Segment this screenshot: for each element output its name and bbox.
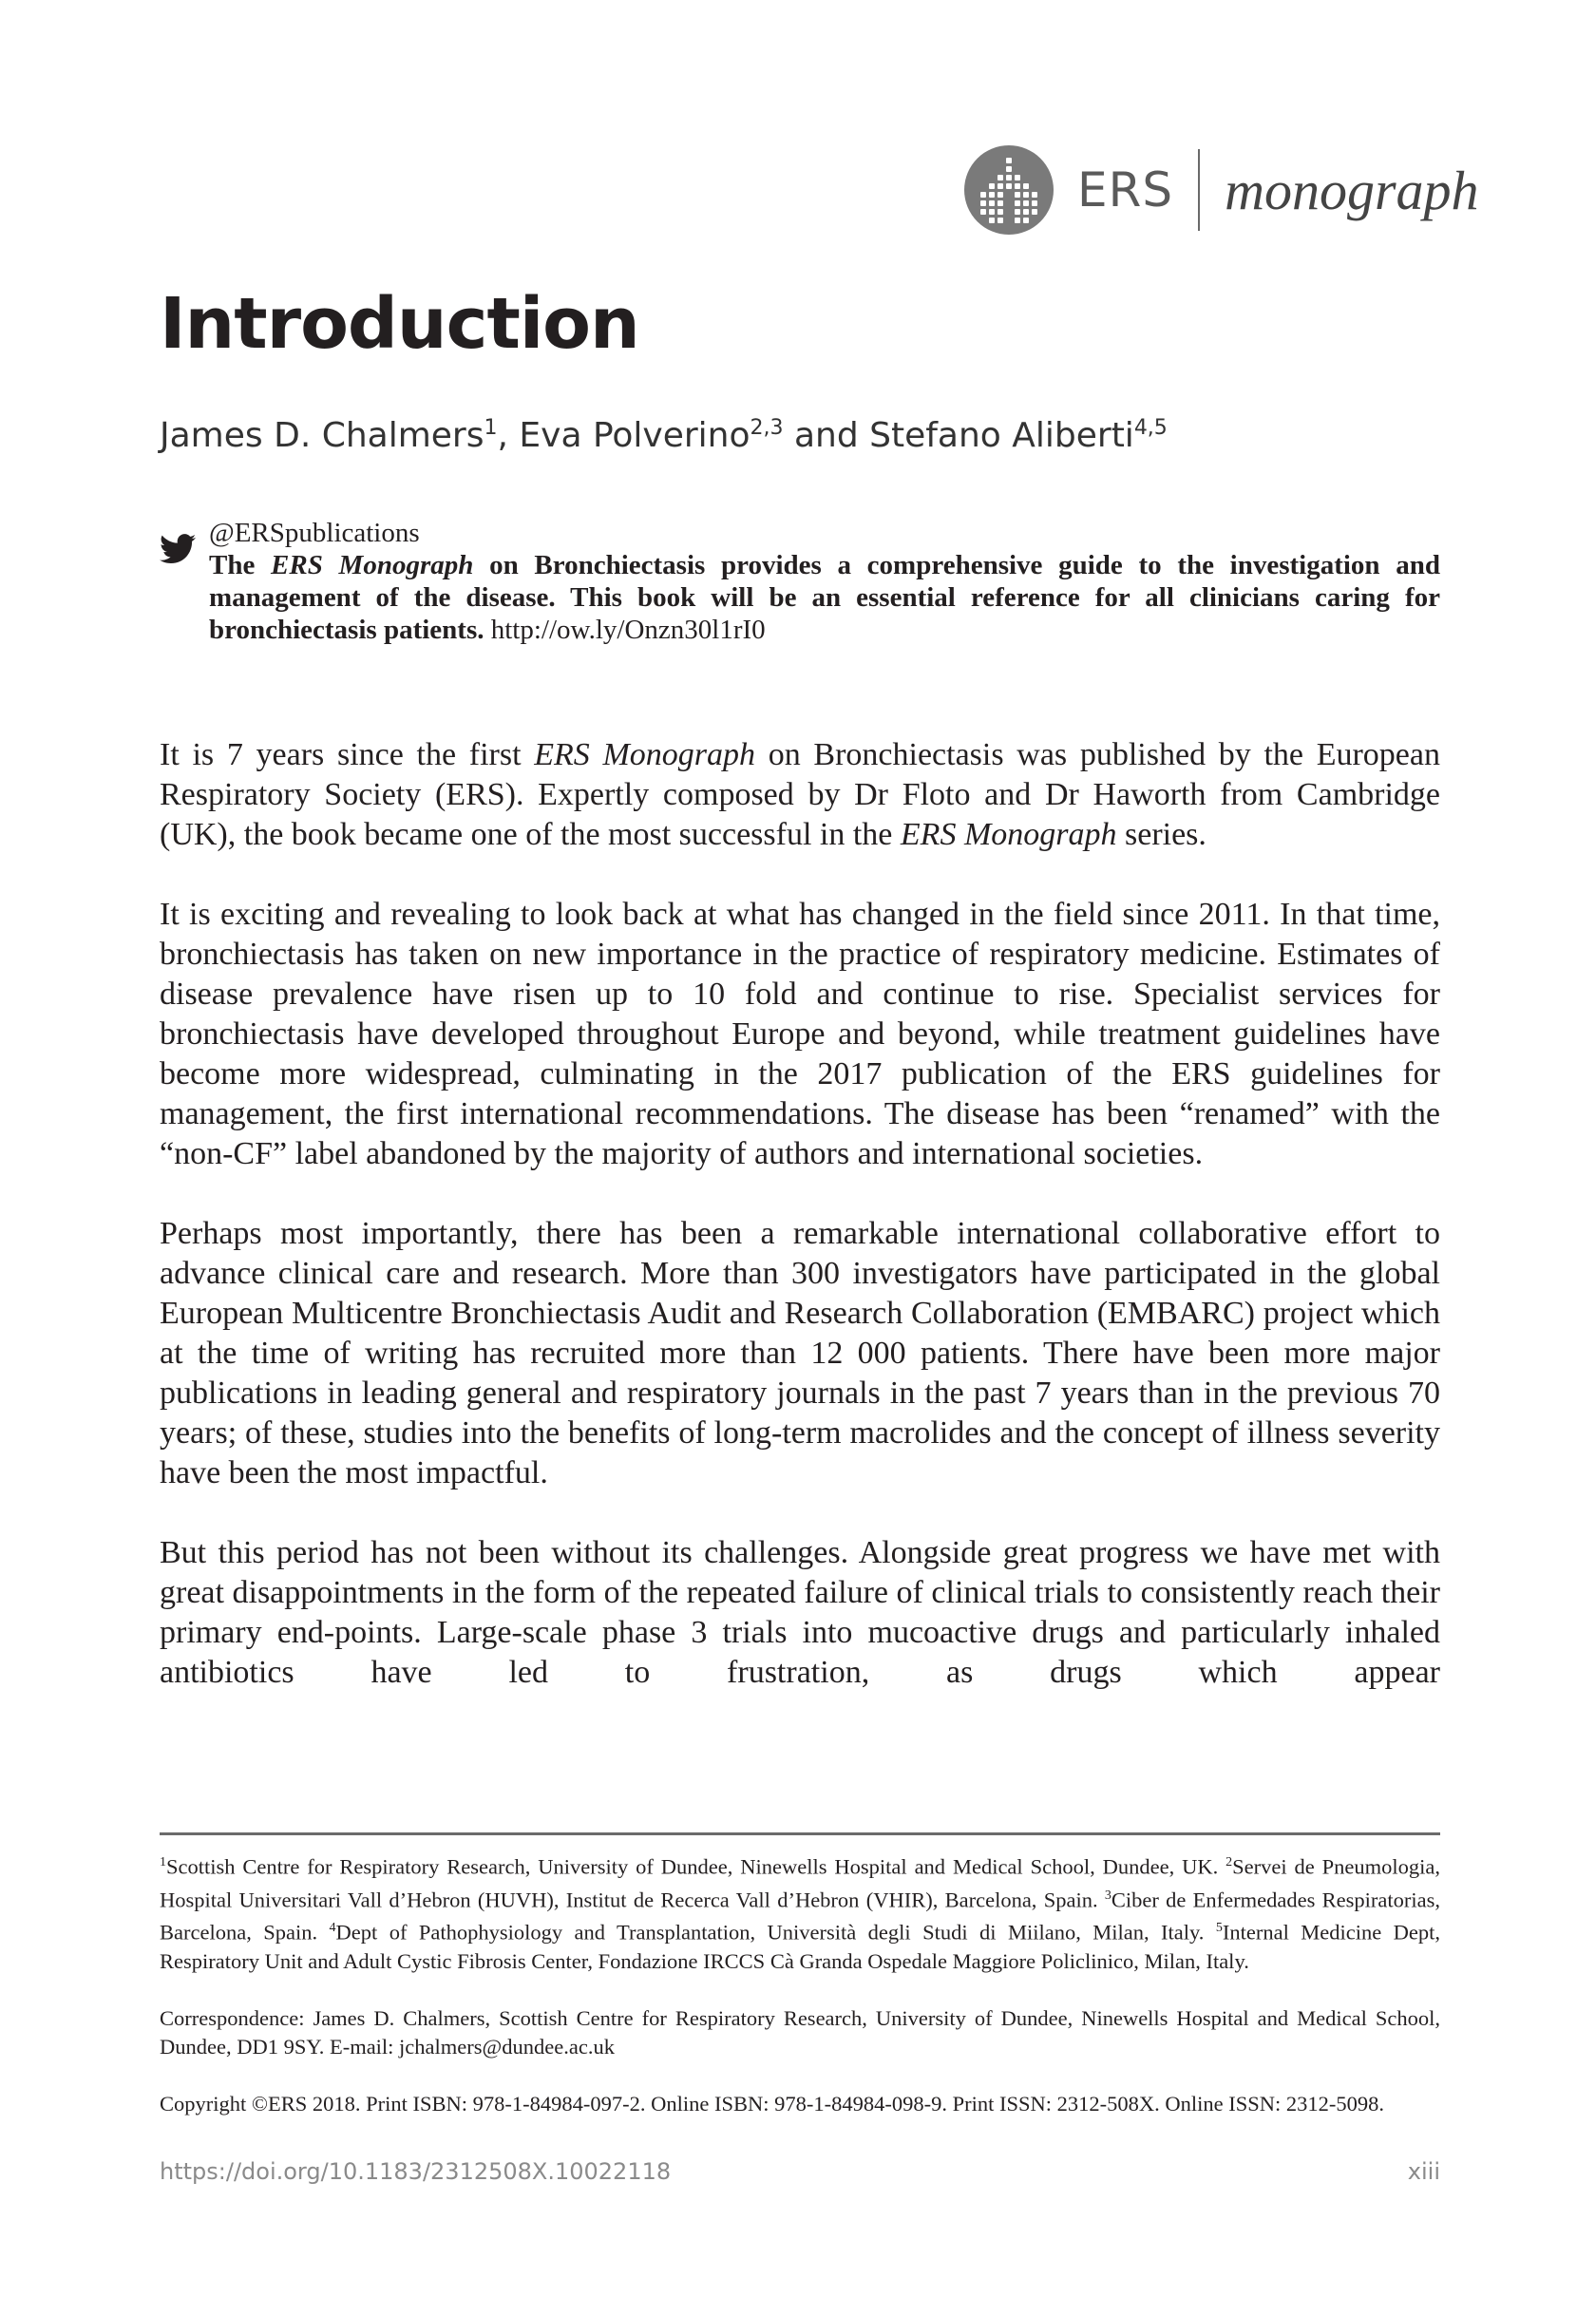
affiliation-number: 5 [1215, 1921, 1223, 1935]
author-separator: and [783, 416, 870, 455]
tweet-text [209, 549, 1440, 646]
body-paragraph: But this period has not been without its challenges. Alongside great progress we have met with great disappointments in the form of the repeated failure of clinical trials to consistently reach their primary end-points. Large-scale phase 3 trials into mucoactive drugs and particularly inhaled antibiotics have led to frustration, as drugs which appear [160, 1535, 1440, 1690]
body-paragraph: Perhaps most importantly, there has been a remarkable international collaborative effort to advance clinical care and research. More than 300 investigators have participated in the global European Multicentre Bronchiectasis Audit and Research Collaboration (EMBARC) project which at the time of writing has recruited more than 12 000 patients. There have been more major publications in leading general and respiratory journals in the past 7 years than in the previous 70 years; of these, studies into the benefits of long-term macrolides and the concept of illness severity have been the most impactful. [160, 1216, 1440, 1490]
logo-ers-text: ERS [1077, 162, 1174, 218]
article-body [160, 735, 1440, 1693]
affiliation-number: 1 [160, 1855, 166, 1869]
text-run-italic: ERS Monograph [534, 737, 756, 772]
body-paragraph: It is exciting and revealing to look back at what has changed in the field since 2011. In that time, bronchiectasis has taken on new importance in the practice of respiratory medicine. Estimates of disease prevalence have risen up to 10 fold and continue to rise. Specialist services for bronchiectasis have developed throughout Europe and beyond, while treatment guidelines have become more widespread, culminating in the 2017 publication of the ERS guidelines for management, the first international recommendations. The disease has been “renamed” with the “non-CF” label abandoned by the majority of authors and international societies. [160, 897, 1440, 1171]
footnote-divider [160, 1832, 1440, 1835]
doi-link[interactable]: https://doi.org/10.1183/2312508X.10022118 [160, 2158, 672, 2185]
author-name: James D. Chalmers [160, 416, 484, 455]
affiliations [160, 1849, 1440, 1976]
tweet-text-part: on Bronchiectasis provides a comprehensive guide to the investigation and management of the disease. This book will be an essential reference for all clinicians caring for bronchiectasis patients. [209, 550, 1441, 645]
author-list [160, 416, 1168, 455]
copyright-note: Copyright ©ERS 2018. Print ISBN: 978-1-84984-097-2. Online ISBN: 978-1-84984-098-9. Print ISSN: 2312-508X. Online ISSN: 2312-5098. [160, 2091, 1384, 2116]
affiliation-text: Internal Medicine Dept, Respiratory Unit and Adult Cystic Fibrosis Center, Fondazione IRCCS Cà Granda Ospedale Maggiore Policlinico, Milan, Italy. [160, 1920, 1440, 1973]
affiliation-number: 2 [1226, 1855, 1233, 1869]
body-paragraph [160, 735, 1440, 855]
author-separator: , [497, 416, 520, 455]
tweet-link[interactable]: http://ow.ly/Onzn30l1rI0 [484, 615, 766, 645]
tweet-monograph-title: ERS Monograph [271, 550, 474, 580]
affiliation-text: Dept of Pathophysiology and Transplantation, Università degli Studi di Miilano, Milan, Italy. [335, 1920, 1216, 1945]
author-name: Eva Polverino [519, 416, 750, 455]
logo-divider [1198, 149, 1200, 231]
affiliation-text: Scottish Centre for Respiratory Research, University of Dundee, Ninewells Hospital and Medical School, Dundee, UK. [166, 1854, 1226, 1879]
affiliation-number: 3 [1104, 1888, 1112, 1903]
author-affiliation: 1 [484, 416, 498, 440]
author-affiliation: 2,3 [750, 416, 784, 440]
text-run: series. [1116, 817, 1206, 852]
twitter-bird-icon [160, 534, 196, 564]
text-run-italic: ERS Monograph [900, 817, 1117, 852]
logo-monograph-text: monograph [1225, 159, 1479, 221]
author-affiliation: 4,5 [1133, 416, 1168, 440]
text-run: It is 7 years since the first [160, 737, 535, 772]
text-run: on Bronchiectasis was published by the European Respiratory Society (ERS). Expertly composed by Dr Floto and Dr Haworth from Cambridge (UK), the book became one of the most successful in the [160, 737, 1440, 852]
tweet-block [209, 517, 1440, 646]
page-number: xiii [1407, 2158, 1440, 2185]
tweet-text-part: The [209, 550, 272, 580]
author-name: Stefano Aliberti [869, 416, 1134, 455]
correspondence-note: Correspondence: James D. Chalmers, Scottish Centre for Respiratory Research, University of Dundee, Ninewells Hospital and Medical School, Dundee, DD1 9SY. E-mail: jchalmers@dundee.ac.uk [160, 2005, 1440, 2059]
affiliation-text: Servei de Pneumologia, Hospital Universitari Vall d’Hebron (HUVH), Institut de Recerca Vall d’Hebron (VHIR), Barcelona, Spain. [160, 1854, 1440, 1911]
page-title: Introduction [160, 283, 639, 365]
affiliation-number: 4 [329, 1921, 336, 1935]
tweet-handle: @ERSpublications [209, 518, 420, 548]
footnotes [160, 1849, 1440, 2118]
ers-monograph-logo [963, 142, 1479, 237]
affiliation-text: Ciber de Enfermedades Respiratorias, Barcelona, Spain. [160, 1888, 1440, 1945]
ers-lungs-logo-icon [963, 144, 1054, 236]
